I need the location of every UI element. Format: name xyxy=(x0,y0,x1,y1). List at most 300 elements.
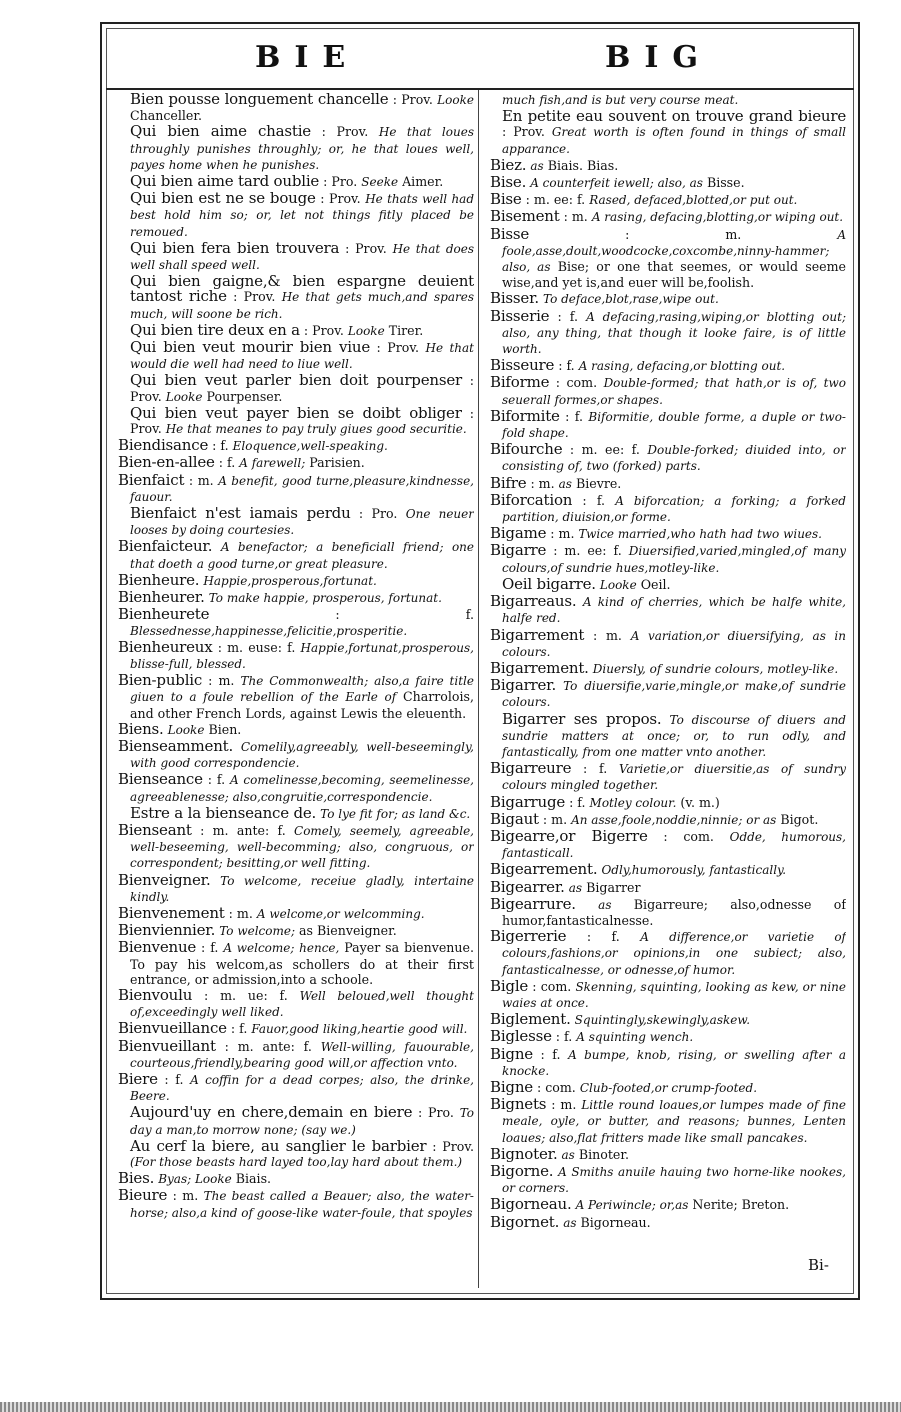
grammar-note: : Prov. xyxy=(321,124,369,140)
definition: as xyxy=(561,1147,575,1162)
left-column xyxy=(118,92,474,1297)
header-rule xyxy=(106,88,854,90)
definition: A bumpe, knob, rising, or swelling after a knocke. xyxy=(502,1047,846,1078)
headword: Bienvoulu xyxy=(118,985,193,1004)
dictionary-entry xyxy=(118,1069,474,1104)
definition: as xyxy=(563,1215,577,1230)
definition: Twice married,who hath had two wiues. xyxy=(578,527,822,542)
dictionary-entry xyxy=(490,761,846,793)
dictionary-entry xyxy=(490,306,846,358)
headword: Qui bien tire deux en a xyxy=(130,320,300,339)
headword: Bies. xyxy=(118,1169,155,1188)
definition-tail: Pourpenser. xyxy=(206,388,283,404)
definition-tail: Bigorneau. xyxy=(580,1214,651,1230)
grammar-note: : Prov. xyxy=(130,373,474,404)
grammar-note: : Prov. xyxy=(376,340,420,356)
grammar-note: : f. xyxy=(555,1029,573,1045)
definition-tail: Bigarreure; also,odnesse of humor,fantasticalnesse. xyxy=(502,896,846,928)
grammar-note: : f. xyxy=(557,308,578,324)
dictionary-entry xyxy=(490,224,846,291)
definition-tail: (v. m.) xyxy=(680,794,720,810)
dictionary-entry xyxy=(130,803,474,822)
definition: much fish,and is but very course meat. xyxy=(502,93,739,107)
headword: Biglement. xyxy=(490,1010,571,1029)
headword: Bifourche xyxy=(490,440,563,459)
dictionary-entry xyxy=(118,772,474,804)
running-head-left: BIE xyxy=(255,40,360,75)
dictionary-entry xyxy=(490,894,846,928)
definition-tail: Biais. Bias. xyxy=(547,157,619,173)
grammar-note: : com. xyxy=(532,978,572,994)
headword: Qui bien veut parler bien doit pourpenser xyxy=(130,371,462,390)
definition: He that loues throughly punishes throughly; or, he that loues well, payes home when he punishes. xyxy=(130,125,474,172)
definition: Looke xyxy=(167,722,205,737)
headword: Biens. xyxy=(118,719,164,738)
headword: Bigarreure xyxy=(490,759,572,778)
definition: He thats well had best hold him so; or, let not things fitly placed be remoued. xyxy=(130,192,474,239)
dictionary-entry xyxy=(490,625,846,660)
headword: Bienfaict xyxy=(118,470,185,489)
headword: Bigearrure. xyxy=(490,894,576,913)
dictionary-entry xyxy=(490,291,846,307)
headword: Qui bien aime tard oublie xyxy=(130,172,320,191)
headword: Qui bien aime chastie xyxy=(130,122,311,141)
definition: Little round loaues,or lumpes made of fine meale, oyle, or butter, and reasons; bunnes, Lenten loaues; also,flat fritters made like small pancakes. xyxy=(502,1098,846,1145)
grammar-note: : f. xyxy=(558,358,575,374)
catchword: Bi- xyxy=(808,1256,829,1274)
headword: Bienviennier. xyxy=(118,921,216,940)
definition-tail: Bien. xyxy=(208,721,242,737)
grammar-note: : f. xyxy=(218,455,236,471)
definition-tail: Bise; or one that seemes, or would seeme wise,and yet is,and euer will be,foolish. xyxy=(502,259,846,291)
dictionary-entry xyxy=(502,109,846,157)
definition: Great worth is often found in things of small apparance. xyxy=(502,125,846,156)
grammar-note: : Pro. xyxy=(323,174,358,190)
headword: Qui bien est ne se bouge xyxy=(130,189,316,208)
definition: A comelinesse,becoming, seemelinesse, agreeablenesse; also,congruitie,correspondencie. xyxy=(130,773,474,804)
grammar-note: : Pro. xyxy=(358,506,398,522)
headword: Bienfaict n'est iamais perdu xyxy=(130,504,351,523)
dictionary-entry xyxy=(490,1097,846,1146)
definition-tail: Oeil. xyxy=(640,576,671,592)
headword: Bisement xyxy=(490,207,560,226)
dictionary-entry xyxy=(118,985,474,1020)
dictionary-entry xyxy=(130,1105,474,1137)
grammar-note: : f. xyxy=(583,761,608,777)
definition: Comely, seemely, agreeable, well-beseeming, well-becomming; also, congruous, or correspondent; besitting,or well fitting. xyxy=(130,823,474,871)
definition: Looke xyxy=(347,323,385,338)
grammar-note: : m. xyxy=(208,673,235,689)
headword: Bienvueillant xyxy=(118,1036,216,1055)
dictionary-entry xyxy=(490,1029,846,1045)
definition: (For those beasts hard layed too,lay hard about them.) xyxy=(130,1155,463,1169)
definition: Diuersly, of sundrie colours, motley-like. xyxy=(592,661,839,676)
grammar-note: : m. xyxy=(592,627,622,643)
grammar-note: : f. xyxy=(586,929,620,945)
grammar-note: : m. xyxy=(188,472,214,488)
grammar-note: : m. xyxy=(172,1188,199,1204)
running-head-right: BIG xyxy=(605,40,713,75)
headword: Bigarrer ses propos. xyxy=(502,709,662,728)
definition: Odde, humorous, fantasticall. xyxy=(502,829,846,861)
definition: An asse,foole,noddie,ninnie; or as xyxy=(571,812,777,827)
headword: Biforme xyxy=(490,373,550,392)
dictionary-entry xyxy=(490,192,846,208)
grammar-note: : f. xyxy=(335,607,474,623)
dictionary-entry xyxy=(118,940,474,987)
definition: A Smiths anuile hauing two horne-like nookes, or corners. xyxy=(502,1165,846,1196)
dictionary-entry xyxy=(490,92,846,108)
headword: Bigarreaus. xyxy=(490,592,577,611)
dictionary-entry xyxy=(130,274,474,322)
headword: Bigle xyxy=(490,976,529,995)
headword: Bigorneau. xyxy=(490,1195,572,1214)
definition: A benefactor; a beneficiall friend; one that doeth a good turne,or great pleasure. xyxy=(130,540,474,571)
grammar-note: : f. xyxy=(582,492,606,508)
dictionary-entry xyxy=(502,574,846,593)
headword: Bigarrement. xyxy=(490,658,589,677)
headword: Bienheureux xyxy=(118,637,213,656)
definition: A rasing, defacing,or blotting out. xyxy=(578,359,786,374)
headword: Bise. xyxy=(490,173,527,192)
definition-tail: Parisien. xyxy=(309,455,365,471)
dictionary-entry xyxy=(118,820,474,872)
grammar-note: : m. ante: f. xyxy=(200,822,286,838)
headword: Bienseamment. xyxy=(118,736,234,755)
headword: Bise xyxy=(490,190,522,209)
definition-tail: Bigot. xyxy=(780,811,819,827)
grammar-note: : f. xyxy=(164,1071,184,1087)
definition: The Commonwealth; also,a faire title giuen to a foule rebellion of the Earle of xyxy=(130,674,474,705)
definition: Rased, defaced,blotted,or put out. xyxy=(589,193,798,208)
dictionary-entry xyxy=(130,174,474,190)
headword: Bigerrerie xyxy=(490,927,567,946)
definition: He that would die well had need to liue well. xyxy=(130,341,474,372)
headword: Bigarre xyxy=(490,541,547,560)
dictionary-entry xyxy=(118,736,474,771)
definition: To make happie, prosperous, fortunat. xyxy=(208,591,442,606)
right-column xyxy=(490,92,846,1297)
headword: Bieure xyxy=(118,1186,168,1205)
grammar-note: : com. xyxy=(536,1079,576,1095)
headword: Oeil bigarre. xyxy=(502,574,596,593)
headword: Bien pousse longuement chancelle xyxy=(130,92,389,108)
definition-tail: Aimer. xyxy=(402,174,444,190)
headword: Bignoter. xyxy=(490,1144,558,1163)
headword: Bigarrer. xyxy=(490,676,557,695)
headword: Biglesse xyxy=(490,1027,552,1046)
dictionary-entry xyxy=(118,438,474,454)
headword: Bienheurete xyxy=(118,605,210,624)
definition: A defacing,rasing,wiping,or blotting out; also, any thing, that though it looke faire, is of little worth. xyxy=(502,309,846,357)
headword: Bigaut xyxy=(490,809,539,828)
grammar-note: : m. ante: f. xyxy=(224,1038,312,1054)
dictionary-entry xyxy=(490,658,846,677)
definition: A counterfeit iewell; also, as xyxy=(530,176,703,191)
definition: To lye fit for; as land &c. xyxy=(320,806,471,821)
dictionary-entry xyxy=(118,1171,474,1187)
definition: A farewell; xyxy=(239,456,306,471)
dictionary-entry xyxy=(490,826,846,861)
grammar-note: : f. xyxy=(540,1046,561,1062)
headword: Biez. xyxy=(490,155,527,174)
dictionary-entry xyxy=(130,124,474,173)
dictionary-entry xyxy=(130,92,474,123)
definition-tail: Payer sa bienvenue. To pay his welcom,as schollers do at their first entrance, or admission,into a schoole. xyxy=(130,940,474,987)
dictionary-entry xyxy=(118,539,474,571)
definition: To deface,blot,rase,wipe out. xyxy=(543,292,719,307)
definition: A welcome; hence, xyxy=(223,941,340,956)
grammar-note: : m. ue: f. xyxy=(204,987,288,1003)
grammar-note: : com. xyxy=(555,375,598,391)
grammar-note: : m. xyxy=(625,226,742,242)
headword: Biere xyxy=(118,1069,158,1088)
dictionary-entry xyxy=(490,929,846,978)
headword: Bienheurer. xyxy=(118,588,205,607)
definition: He that gets much,and spares much, will soone be rich. xyxy=(130,290,474,321)
headword: Bienseant xyxy=(118,820,192,839)
definition: Looke xyxy=(165,389,203,404)
grammar-note: : Pro. xyxy=(418,1105,454,1121)
definition-tail: Bievre. xyxy=(575,475,622,491)
definition: To diuersifie,varie,mingle,or make,of sundrie colours. xyxy=(502,679,846,710)
headword: Bienseance xyxy=(118,770,203,789)
dictionary-entry xyxy=(490,1077,846,1096)
headword: Au cerf la biere, au sanglier le barbier xyxy=(130,1136,427,1155)
headword: Aujourd'uy en chere,demain en biere xyxy=(130,1103,413,1122)
definition: The beast called a Beauer; also, the water-horse; also,a kind of goose-like water-foule, that spoyles xyxy=(130,1189,474,1220)
headword: Bigne xyxy=(490,1044,533,1063)
definition: A biforcation; a forking; a forked partition, diuision,or forme. xyxy=(502,493,846,525)
dictionary-entry xyxy=(490,809,846,828)
dictionary-entry xyxy=(118,719,474,738)
headword: Bien-public xyxy=(118,671,203,690)
definition-tail: Tirer. xyxy=(388,322,424,338)
dictionary-entry xyxy=(490,1044,846,1079)
grammar-note: : Prov. xyxy=(233,289,276,305)
headword: Bienveigner. xyxy=(118,870,211,889)
headword: Bienvenue xyxy=(118,938,197,957)
definition: Well-willing, fauourable, courteous,friendly,bearing good will,or affection vnto. xyxy=(130,1039,474,1070)
headword: Bifre xyxy=(490,473,527,492)
definition: Looke xyxy=(437,93,474,107)
dictionary-entry xyxy=(118,673,474,721)
grammar-note: : m. xyxy=(550,526,575,542)
dictionary-entry xyxy=(490,543,846,575)
headword: Estre a la bienseance de. xyxy=(130,803,317,822)
headword: Bigorne. xyxy=(490,1162,554,1180)
dictionary-entry xyxy=(130,238,474,273)
dictionary-entry xyxy=(118,903,474,922)
definition: A difference,or varietie of colours,fashions,or opinions,in one subiect; also, fantasticalnesse, or odnesse,of humor. xyxy=(502,930,846,977)
definition: A variation,or diuersifying, as in colours. xyxy=(502,628,846,659)
headword: Bigearrer. xyxy=(490,877,565,896)
definition-tail: Bigarrer xyxy=(586,879,641,895)
dictionary-entry xyxy=(118,590,474,606)
headword: Biendisance xyxy=(118,436,209,455)
dictionary-entry xyxy=(502,709,846,761)
definition: Motley colour. xyxy=(589,795,677,810)
dictionary-entry xyxy=(490,175,846,191)
dictionary-entry xyxy=(490,406,846,441)
definition-tail: as Bienveigner. xyxy=(299,923,397,939)
dictionary-entry xyxy=(490,442,846,474)
definition-tail: Charrolois, and other French Lords, against Lewis the eleuenth. xyxy=(130,689,474,721)
dictionary-entry xyxy=(118,1021,474,1037)
grammar-note: : Prov. xyxy=(432,1138,474,1154)
dictionary-entry xyxy=(490,375,846,407)
definition: Varietie,or diuersitie,as of sundry colours mingled together. xyxy=(502,762,846,793)
column-divider xyxy=(478,90,479,1288)
definition: as xyxy=(568,880,583,895)
headword: Biforcation xyxy=(490,490,573,509)
dictionary-entry xyxy=(118,637,474,672)
definition: He that meanes to pay truly giues good securitie. xyxy=(165,422,467,437)
definition: To welcome; xyxy=(219,924,296,939)
definition: A welcome,or welcomming. xyxy=(256,906,425,921)
definition: Double-forked; diuided into, or consisting of, two (forked) parts. xyxy=(502,443,846,474)
headword: Bigarruge xyxy=(490,792,566,811)
headword: Bienheure. xyxy=(118,570,200,589)
dictionary-entry xyxy=(130,320,474,339)
headword: Qui bien fera bien trouvera xyxy=(130,238,340,257)
definition: Squintingly,skewingly,askew. xyxy=(574,1013,751,1028)
definition: Comelily,agreeably, well-beseemingly, with good correspondencie. xyxy=(130,739,474,771)
definition: A rasing, defacing,blotting,or wiping out. xyxy=(591,210,844,225)
dictionary-entry xyxy=(118,470,474,505)
grammar-note: : m. xyxy=(542,811,568,827)
definition: A coffin for a dead corpes; also, the drinke, Beere. xyxy=(130,1072,474,1104)
definition: Club-footed,or crump-footed. xyxy=(579,1080,758,1095)
dictionary-entry xyxy=(130,373,474,404)
definition: To discourse of diuers and sundrie matters at once; or, to run odly, and fantastically, from one matter vnto another. xyxy=(502,712,846,759)
grammar-note: : f. xyxy=(569,794,586,810)
dictionary-entry xyxy=(490,209,846,225)
dictionary-entry xyxy=(490,1144,846,1163)
grammar-note: : m. ee: f. xyxy=(569,442,640,458)
dictionary-entry xyxy=(490,594,846,626)
headword: Bigarrement xyxy=(490,625,585,644)
definition: Happie,prosperous,fortunat. xyxy=(203,573,377,588)
definition-tail: Nerite; Breton. xyxy=(692,1197,790,1213)
headword: Qui bien gaigne,& bien espargne deuient tantost riche xyxy=(130,272,474,306)
definition: Diuersified,varied,mingled,of many colours,of sundrie hues,motley-like. xyxy=(502,544,846,575)
headword: Bienvueillance xyxy=(118,1019,227,1038)
headword: Bigearrement. xyxy=(490,860,598,879)
dictionary-entry xyxy=(490,155,846,174)
definition-tail: Chanceller. xyxy=(130,108,203,124)
dictionary-entry xyxy=(118,1036,474,1071)
dictionary-entry xyxy=(130,191,474,240)
dictionary-entry xyxy=(490,490,846,525)
dictionary-entry xyxy=(118,923,474,939)
dictionary-entry xyxy=(130,1136,474,1170)
dictionary-entry xyxy=(490,1012,846,1028)
headword: Bisse xyxy=(490,224,530,243)
dictionary-entry xyxy=(490,1164,846,1196)
headword: Bigame xyxy=(490,524,547,543)
grammar-note: : f. xyxy=(212,438,229,454)
definition: Byas; Looke xyxy=(158,1172,232,1187)
grammar-note: : Prov. xyxy=(320,191,361,207)
grammar-note: : Prov. xyxy=(303,322,344,338)
dictionary-entry xyxy=(490,1197,846,1213)
headword: Biformite xyxy=(490,406,560,425)
grammar-note: : m. xyxy=(530,475,555,491)
dictionary-entry xyxy=(490,1212,846,1231)
definition: Blessednesse,happinesse,felicitie,prosperitie. xyxy=(130,623,408,638)
headword: Bigornet. xyxy=(490,1212,560,1231)
definition: Odly,humorously, fantastically. xyxy=(601,863,787,878)
definition: A squinting wench. xyxy=(576,1030,694,1045)
dictionary-entry xyxy=(490,862,846,878)
definition: A kind of cherries, which be halfe white, halfe red. xyxy=(502,595,846,626)
definition: Skenning, squinting, looking as kew, or nine waies at once. xyxy=(502,979,846,1010)
dictionary-entry xyxy=(490,792,846,811)
definition: One neuer looses by doing courtesies. xyxy=(130,507,474,538)
dictionary-entry xyxy=(130,506,474,538)
grammar-note: : Prov. xyxy=(502,124,545,140)
headword: Bien-en-allee xyxy=(118,453,215,472)
grammar-note: : m. ee: f. xyxy=(553,543,622,559)
definition: A benefit, good turne,pleasure,kindnesse, fauour. xyxy=(130,473,474,504)
definition: Well beloued,well thought of,exceedingly well liked. xyxy=(130,988,474,1020)
definition: as xyxy=(558,476,572,491)
grammar-note: : f. xyxy=(565,408,583,424)
definition: To day a man,to morrow none; (say we.) xyxy=(130,1106,474,1137)
grammar-note: : Prov. xyxy=(345,240,387,256)
dictionary-entry xyxy=(118,607,474,638)
headword: En petite eau souvent on trouve grand bieure xyxy=(502,107,846,126)
definition: Looke xyxy=(599,577,637,592)
definition: A Periwincle; or,as xyxy=(575,1198,689,1213)
headword: Qui bien veut payer bien se doibt obliger xyxy=(130,403,462,422)
definition: Biformitie, double forme, a duple or two-fold shape. xyxy=(502,409,846,441)
dictionary-entry xyxy=(118,870,474,905)
grammar-note: : f. xyxy=(230,1021,248,1037)
dictionary-entry xyxy=(490,976,846,1011)
grammar-note: : m. xyxy=(551,1097,577,1113)
definition-tail: Biais. xyxy=(235,1171,272,1187)
grammar-note: : m. xyxy=(228,905,253,921)
definition: Eloquence,well-speaking. xyxy=(232,439,388,454)
definition: Happie,fortunat,prosperous, blisse-full, blessed. xyxy=(130,640,474,671)
dictionary-entry xyxy=(490,877,846,896)
definition: as xyxy=(530,158,544,173)
dictionary-entry xyxy=(490,526,846,542)
headword: Bisser. xyxy=(490,289,539,308)
dictionary-entry xyxy=(118,1188,474,1220)
headword: Bienvenement xyxy=(118,903,225,922)
definition: Double-formed; that hath,or is of, two seuerall formes,or shapes. xyxy=(502,376,846,407)
grammar-note: : m. xyxy=(563,209,588,225)
grammar-note: : f. xyxy=(207,772,226,788)
definition: A foole,asse,doult,woodcocke,coxcombe,ninny-hammer; also, as xyxy=(502,227,846,275)
scan-edge xyxy=(0,1402,901,1412)
dictionary-entry xyxy=(490,678,846,710)
definition-tail: Binoter. xyxy=(578,1146,629,1162)
definition: He that does well shall speed well. xyxy=(130,241,474,273)
definition: as xyxy=(598,897,612,912)
grammar-note: : m. euse: f. xyxy=(217,639,296,655)
definition: To welcome, receiue gladly, intertaine kindly. xyxy=(130,873,474,904)
headword: Qui bien veut mourir bien viue xyxy=(130,338,370,357)
dictionary-entry xyxy=(490,473,846,492)
grammar-note: : Prov. xyxy=(130,405,474,437)
headword: Bignets xyxy=(490,1095,547,1114)
dictionary-entry xyxy=(490,358,846,374)
dictionary-entry xyxy=(130,340,474,372)
